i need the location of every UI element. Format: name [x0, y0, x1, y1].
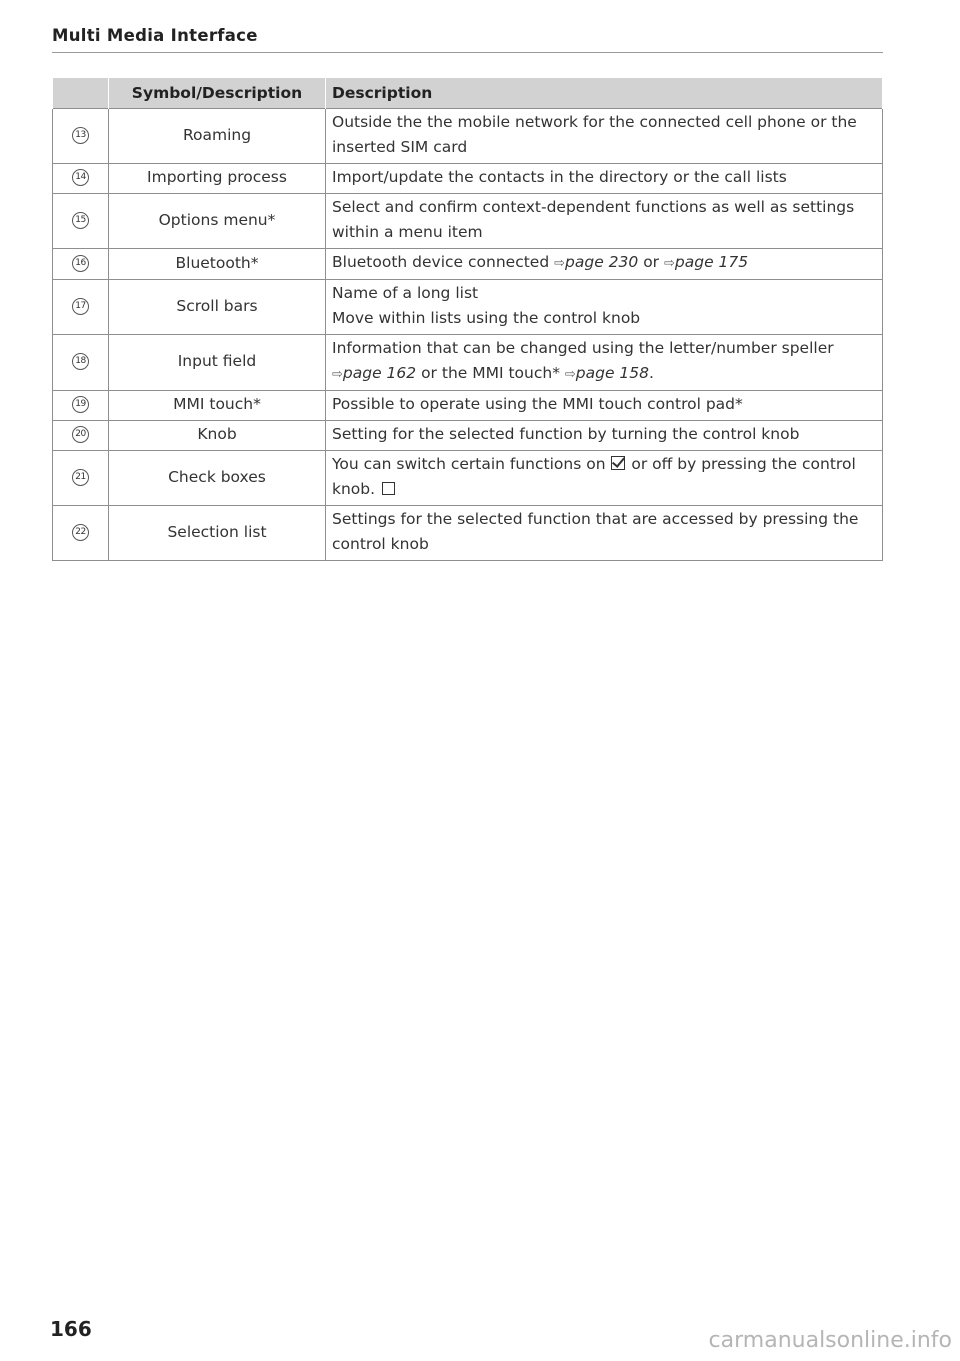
header-symbol: Symbol/Description [109, 78, 326, 109]
description-line: Select and confirm context-dependent functions as well as settings [332, 198, 855, 216]
description-text: or [643, 253, 660, 271]
description-cell [326, 451, 883, 506]
description-cell [326, 194, 883, 249]
page-ref-arrow-icon: ⇨ [564, 367, 576, 382]
description-line: Name of a long list [332, 284, 479, 302]
table-row [53, 335, 883, 391]
symbol-cell: Importing process [109, 164, 326, 194]
section-title: Multi Media Interface [52, 26, 258, 45]
description-text: . [649, 364, 654, 382]
row-number-cell [53, 249, 109, 280]
row-number-cell [53, 421, 109, 451]
table-row [53, 109, 883, 164]
circled-number: 18 [72, 353, 89, 370]
symbol-cell: Check boxes [109, 451, 326, 506]
page-reference[interactable]: page 158 [575, 364, 650, 382]
title-rule [52, 52, 883, 53]
description-cell: Possible to operate using the MMI touch control pad* [326, 391, 883, 421]
description-line: control knob [332, 535, 429, 553]
description-line: Move within lists using the control knob [332, 309, 641, 327]
end-of-section-icon [382, 482, 395, 495]
description-cell: Setting for the selected function by turning the control knob [326, 421, 883, 451]
table-row [53, 391, 883, 421]
circled-number: 20 [72, 426, 89, 443]
symbol-cell: Selection list [109, 506, 326, 561]
table-row [53, 421, 883, 451]
table-row [53, 249, 883, 280]
checkbox-checked-icon [611, 456, 625, 470]
description-line: inserted SIM card [332, 138, 468, 156]
description-line: Information that can be changed using the letter/number speller [332, 339, 834, 357]
page-reference[interactable]: page 230 [565, 253, 639, 271]
row-number-cell [53, 391, 109, 421]
description-cell [326, 506, 883, 561]
page-reference[interactable]: page 162 [342, 364, 417, 382]
description-text: Bluetooth device connected [332, 253, 550, 271]
description-cell: Import/update the contacts in the directory or the call lists [326, 164, 883, 194]
row-number-cell [53, 194, 109, 249]
symbol-cell: Bluetooth* [109, 249, 326, 280]
description-text: or off by pressing the control [631, 455, 856, 473]
page-ref-arrow-icon: ⇨ [554, 256, 566, 271]
table-row [53, 164, 883, 194]
circled-number: 15 [72, 212, 89, 229]
description-line: Outside the the mobile network for the connected cell phone or the [332, 113, 857, 131]
row-number-cell [53, 451, 109, 506]
header-description: Description [326, 78, 883, 109]
description-cell [326, 109, 883, 164]
symbol-cell: Input field [109, 335, 326, 391]
circled-number: 19 [72, 396, 89, 413]
description-line: within a menu item [332, 223, 483, 241]
symbol-cell: MMI touch* [109, 391, 326, 421]
header-num-cell [53, 78, 109, 109]
row-number-cell [53, 164, 109, 194]
table-header-row [53, 78, 883, 109]
row-number-cell [53, 280, 109, 335]
row-number-cell [53, 506, 109, 561]
circled-number: 17 [72, 298, 89, 315]
row-number-cell [53, 335, 109, 391]
symbol-table [52, 78, 883, 561]
circled-number: 22 [72, 524, 89, 541]
description-text: or the MMI touch* [421, 364, 560, 382]
table-row [53, 506, 883, 561]
description-line: Settings for the selected function that are accessed by pressing the [332, 510, 859, 528]
description-text: You can switch certain functions on [332, 455, 606, 473]
description-cell [326, 280, 883, 335]
page-ref-arrow-icon: ⇨ [664, 256, 675, 271]
symbol-cell: Options menu* [109, 194, 326, 249]
page-number: 166 [50, 1317, 92, 1341]
circled-number: 14 [72, 169, 89, 186]
page-ref-arrow-icon: ⇨ [332, 367, 343, 382]
symbol-cell: Roaming [109, 109, 326, 164]
circled-number: 21 [72, 469, 89, 486]
symbol-cell: Scroll bars [109, 280, 326, 335]
description-cell [326, 335, 883, 391]
watermark: carmanualsonline.info [708, 1328, 952, 1353]
description-text: knob. [332, 480, 376, 498]
table-row [53, 280, 883, 335]
circled-number: 16 [72, 255, 89, 272]
row-number-cell [53, 109, 109, 164]
table-row [53, 194, 883, 249]
circled-number: 13 [72, 127, 89, 144]
page-reference[interactable]: page 175 [674, 253, 749, 271]
table-row [53, 451, 883, 506]
symbol-cell: Knob [109, 421, 326, 451]
description-cell [326, 249, 883, 280]
